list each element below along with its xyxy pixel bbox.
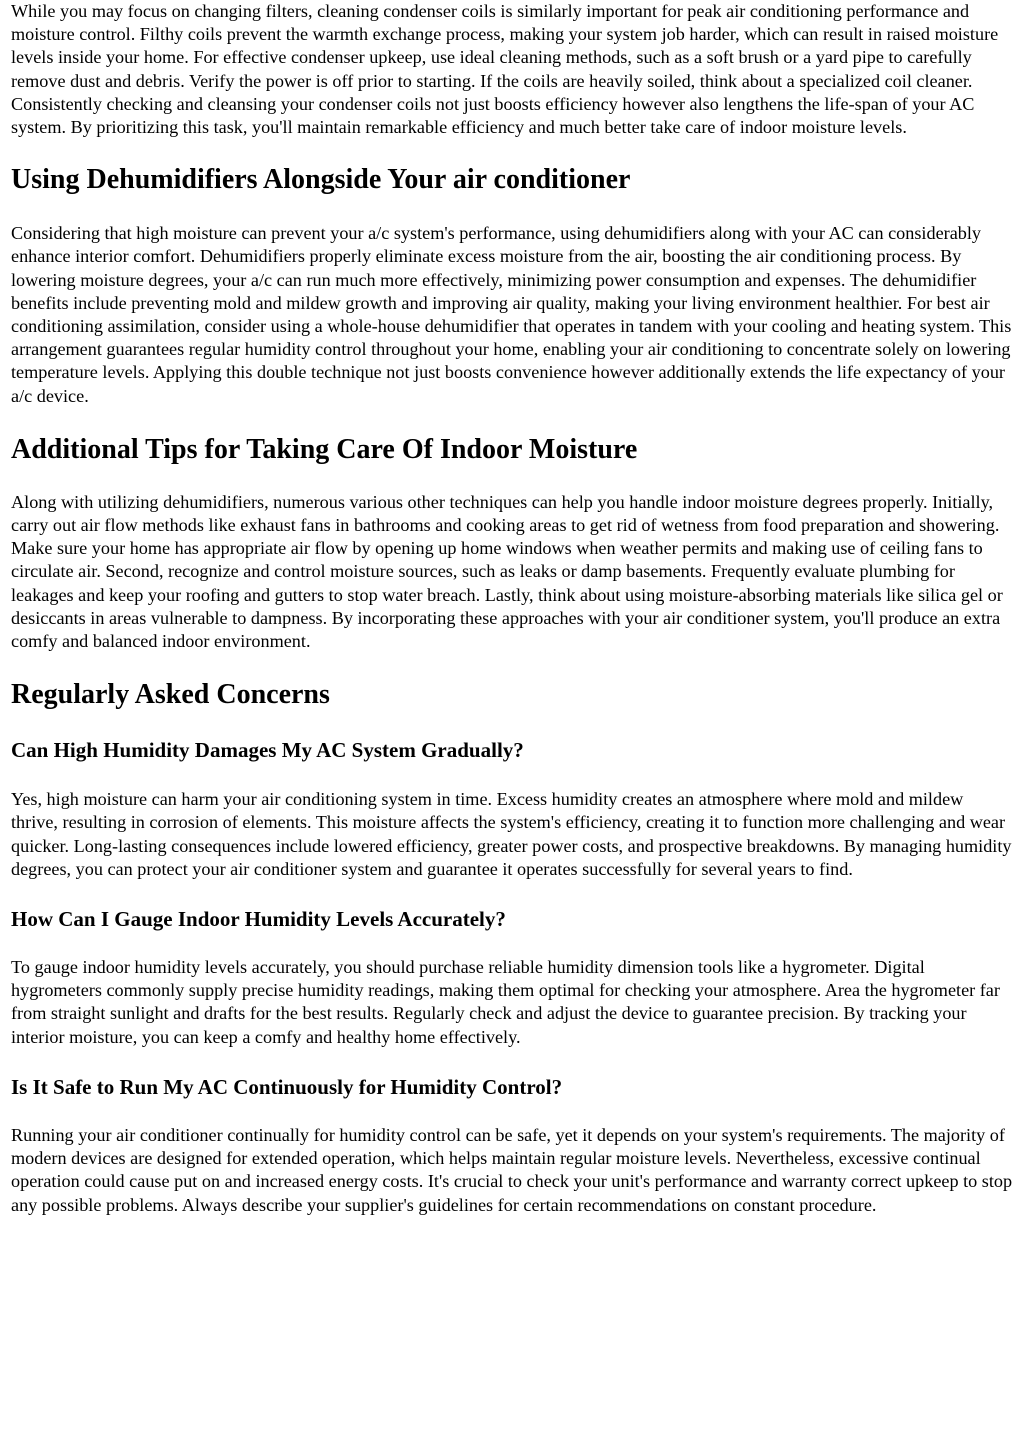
article [11, 0, 1013, 1217]
faq-question-2: How Can I Gauge Indoor Humidity Levels Accurately? [11, 907, 506, 932]
section-paragraph-additional-tips: Along with utilizing dehumidifiers, numerous various other techniques can help you handle indoor moisture degrees properly. Initially, carry out air flow methods like exhaust fans in bathrooms and cooking areas to get rid of wetness from food preparation and showering. Make sure your home has appropriate air flow by opening up home windows when weather permits and making use of ceiling fans to circulate air. Second, recognize and control moisture sources, such as leaks or damp basements. Frequently evaluate plumbing for leakages and keep your roofing and gutters to stop water breach. Lastly, think about using moisture-absorbing materials like silica gel or desiccants in areas vulnerable to dampness. By incorporating these approaches with your air conditioner system, you'll produce an extra comfy and balanced indoor environment. [11, 491, 1003, 652]
faq-answer-1: Yes, high moisture can harm your air conditioning system in time. Excess humidity creates an atmosphere where mold and mildew thrive, resulting in corrosion of elements. This moisture affects the system's efficiency, creating it to function more challenging and wear quicker. Long-lasting consequences include lowered efficiency, greater power costs, and prospective breakdowns. By managing humidity degrees, you can protect your air conditioner system and guarantee it operates successfully for several years to find. [11, 789, 1012, 879]
section-heading-dehumidifiers: Using Dehumidifiers Alongside Your air conditioner [11, 164, 631, 196]
intro-paragraph: While you may focus on changing filters, cleaning condenser coils is similarly important for peak air conditioning performance and moisture control. Filthy coils prevent the warmth exchange process, making your system job harder, which can result in raised moisture levels inside your home. For effective condenser upkeep, use ideal cleaning methods, such as a soft brush or a yard pipe to carefully remove dust and debris. Verify the power is off prior to starting. If the coils are heavily soiled, think about a specialized coil cleaner. Consistently checking and cleansing your condenser coils not just boosts efficiency however also lengthens the life-span of your AC system. By prioritizing this task, you'll maintain remarkable efficiency and much better take care of indoor moisture levels. [11, 1, 999, 138]
faq-answer-2: To gauge indoor humidity levels accurately, you should purchase reliable humidity dimension tools like a hygrometer. Digital hygrometers commonly supply precise humidity readings, making them optimal for checking your atmosphere. Area the hygrometer far from straight sunlight and drafts for the best results. Regularly check and adjust the device to guarantee precision. By tracking your interior moisture, you can keep a comfy and healthy home effectively. [11, 957, 1000, 1047]
faq-question-3: Is It Safe to Run My AC Continuously for Humidity Control? [11, 1074, 563, 1099]
section-paragraph-dehumidifiers: Considering that high moisture can prevent your a/c system's performance, using dehumidifiers along with your AC can considerably enhance interior comfort. Dehumidifiers properly eliminate excess moisture from the air, boosting the air conditioning process. By lowering moisture degrees, your a/c can run much more effectively, minimizing power consumption and expenses. The dehumidifier benefits include preventing mold and mildew growth and improving air quality, making your living environment healthier. For best air conditioning assimilation, consider using a whole-house dehumidifier that operates in tandem with your cooling and heating system. This arrangement guarantees regular humidity control throughout your home, enabling your air conditioning to concentrate solely on lowering temperature levels. Applying this double technique not just boosts convenience however additionally extends the life expectancy of your a/c device. [11, 223, 1012, 406]
faq-question-1: Can High Humidity Damages My AC System Gradually? [11, 738, 524, 763]
faq-heading: Regularly Asked Concerns [11, 679, 330, 711]
section-heading-additional-tips: Additional Tips for Taking Care Of Indoor Moisture [11, 433, 638, 465]
faq-answer-3: Running your air conditioner continually for humidity control can be safe, yet it depends on your system's requirements. The majority of modern devices are designed for extended operation, which helps maintain regular moisture levels. Nevertheless, excessive continual operation could cause put on and increased energy costs. It's crucial to check your unit's performance and warranty correct upkeep to stop any possible problems. Always describe your supplier's guidelines for certain recommendations on constant procedure. [11, 1124, 1013, 1215]
